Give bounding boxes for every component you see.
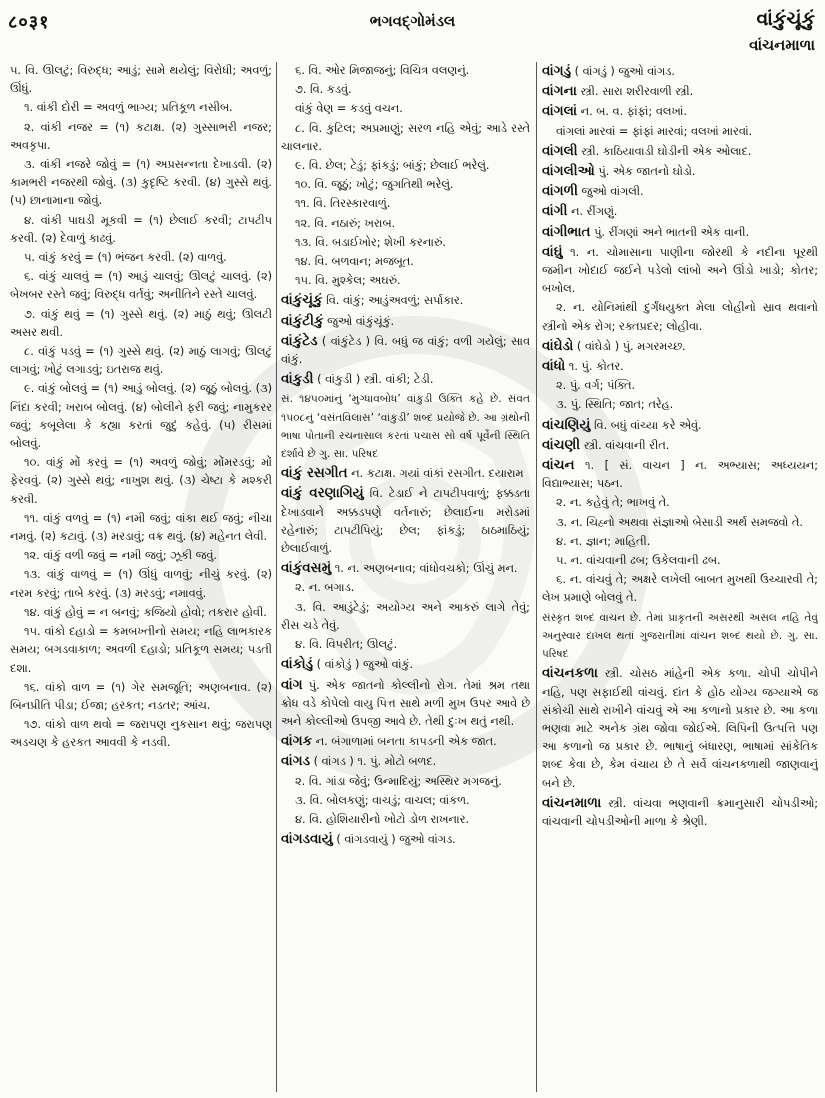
column-left <box>10 62 272 1092</box>
sense-line <box>281 599 530 635</box>
definition-text: ૧૪. વિ. બળવાન; મજબૂત. <box>295 255 414 269</box>
definition-text: વાંકું વેણ = કડવું વચન. <box>295 102 403 116</box>
definition-text: ૧. વાંકી દોરી = અવળું ભાગ્ય; પ્રતિકૂળ નસીબ. <box>24 101 233 115</box>
dictionary-entry <box>542 794 818 831</box>
note-text: સં. ૧૪૫૦માંનું ‘મુગ્ધાવબોધ’ વાંકુડી ઉક્તિ કહે છે. સંવત ૧૫૦૮નું ‘વસંતવિલાસ’ ‘વાંકુડી’ શબ્દ પ્રયોજે છે. આ ગ્રંથોની ભાષા પોતાની રચનાસાલ કરતાં પચાસ સો વર્ષ પૂર્વેની સ્થિતિ દર્શાવે છે ગુ. સા. પરિષદ <box>281 393 530 461</box>
definition-text: ૩. વિ. બોલકણું; વાચડું; વાચલ; વાંકળ. <box>295 793 470 807</box>
definition-text: ૧૬. વાંકો વાળ = (૧) ગેર સમજૂતિ; અણબનાવ. (૨) બિનપ્રીતિ પીડા; ઈજા; હરકત; નડતર; આંચ. <box>10 680 272 712</box>
definition-text: ન. બંગાળામાં બનતા કાપડની એક જાત. <box>312 735 497 749</box>
definition-text: પું. એક જાતનો કોલ્લીનો રોગ. તેમાં શ્રમ તથા ક્રોધ વડે કોપેલો વાયુ પિત્ત સાથે મળી મુખ ઉપર આવે છે અને કોલ્લીઓ ઉપજી આવે છે. તેથી દુઃખ થતું નથી. <box>281 678 530 728</box>
dictionary-entry <box>281 559 530 578</box>
headword: વાંકું વરણાગિયું <box>281 485 364 502</box>
definition-text: ૧૩. વાંકું વાળવું = (૧) ઊંધું વાળવું; નીચું કરવું. (૨) નરમ કરવું; તાબે કરવું. (૩) મરડવું; નમાવવું. <box>10 568 272 600</box>
dictionary-entry <box>281 752 530 771</box>
dictionary-entry <box>542 456 818 493</box>
sense-line <box>281 636 530 654</box>
dictionary-entry <box>281 830 530 849</box>
sense-line <box>542 514 818 532</box>
dictionary-entry <box>542 664 818 792</box>
sense-line <box>281 100 530 118</box>
definition-text: ૧૧. વાંકું વળવું = (૧) નમી જવું; વાંકા થઈ જવું; નીચા નમવું. (૨) કટાવું. (૩) મરડાવું; વક્ર થવું. (૪) મહેનત લેવી. <box>10 511 272 544</box>
sense-line <box>542 571 818 607</box>
headword: વાંકુંવસમું <box>281 560 332 577</box>
sense-line <box>542 396 818 414</box>
definition-text: ૮. વાંકું પડવું = (૧) ગુસ્સે થવું. (૨) માઠું લાગવું; ઊલટું લાગવું; ખોટું લગાડવું; ઇતરાજ થવું. <box>10 345 272 377</box>
definition-text: ૯. વાંકું બોલવું = (૧) આડું બોલવું. (૨) જૂઠું બોલવું. (૩) નિંદા કરવી; ખરાબ બોલવું. (૪) બોલીને ફરી જવું; નામુકરર જવું; કબૂલેલા કે કહ્યા કરતાં જુદું કહેવું. (૫) રીસમાં બોલવું. <box>10 382 272 451</box>
headword: વાંચણી <box>542 436 581 453</box>
definition-text: ૨. પું. વર્ગ; પંક્તિ. <box>556 379 636 393</box>
dictionary-entry <box>542 337 818 356</box>
sense-line <box>281 176 530 194</box>
note-text: સંસ્કૃત શબ્દ વાચન છે. તેમાં પ્રાકૃતની અસરથી અસલ નહિ તેવું અનુસ્વાર દાખલ થતાં ગુજરાતીમાં વાંચન શબ્દ થયો છે. ગુ. સા. પરિષદ <box>542 611 818 661</box>
definition-text: ૩. વાંકી નજરે જોવું = (૧) અપ્રસન્નતા દેખાડવી. (૨) કામભરી નજરથી જોવું. (૩) કુદૃષ્ટિ કરવી. (૪) ગુસ્સે થવું. (૫) છાનામાના જોવું. <box>10 158 272 208</box>
dictionary-entry <box>542 142 818 161</box>
headword: વાંકોડું <box>281 656 314 673</box>
sense-line <box>281 272 530 290</box>
headword: વાંગડ <box>281 753 310 770</box>
definition-text: ૭. વાંકું થવું = (૧) ગુસ્સે થવું. (૨) માઠું થવું; ઊલટી અસર થવી. <box>10 307 272 339</box>
definition-text: વિ. ટેડાઈ ને ટાપટીપવાળું; ફક્કડતા દેખાડવાને અક્કડપણે વર્તનારું; છેલાઈના મરોડમાં રહેનારું; ટાપટીપિયું; છેલ; ફાંકડું; ઠાઠમાઠિયું; છેલાઈવાળું. <box>281 487 530 556</box>
definition-text: ( વાંગડું ) જુઓ વાંગડ. <box>571 65 675 78</box>
definition-text: ૬. વિ. ઓર મિજાજનું; વિચિત્ર વલણનું. <box>295 64 470 77</box>
headword: વાંગળી <box>542 183 578 200</box>
definition-text: ન. બ. વ. ફાંફાં; વલખાં. <box>577 105 688 119</box>
definition-text: ( વાંગડવાયું ) જુઓ વાંગડ. <box>332 833 456 847</box>
sense-line <box>281 81 530 99</box>
sense-line <box>281 157 530 175</box>
sense-line <box>10 306 272 342</box>
sense-line <box>281 195 530 213</box>
headword: વાંગડું <box>542 63 571 79</box>
headword: વાંગડવાયું <box>281 831 333 848</box>
dictionary-entry <box>281 464 530 483</box>
sense-line <box>10 62 272 98</box>
definition-text: ૨. ન. યોનિમાંથી દુર્ગંધયુક્ત મેલા લોહીનો સ્રાવ થવાનો સ્ત્રીનો એક રોગ; રક્તપ્રદર; લોહીવા. <box>542 301 818 333</box>
definition-text: ૧૨. વાંકું વળી જવું = નમી જવું; ઝૂકી જવું. <box>24 549 217 563</box>
headword: વાંગલીઓ <box>542 163 595 180</box>
definition-text: ( વાંકુંટેડ ) વિ. બધું જ વાંકું; વળી ગયેલું; સાવ વાંકું. <box>281 334 530 367</box>
definition-text: ( વાંકુડી ) સ્ત્રી. વાંકી; ટેડી. <box>313 373 434 387</box>
sense-line <box>10 623 272 678</box>
sense-line <box>10 212 272 248</box>
definition-text: ( વાંગડ ) ૧. પું. મોટો બળદ. <box>310 755 437 769</box>
definition-text: ૪. વિ. હોશિયારીનો ખોટો ડોળ રાખનાર. <box>295 812 470 826</box>
dictionary-entry <box>542 357 818 376</box>
sense-line <box>10 679 272 715</box>
definition-text: વિ. બધું વાંચ્યા કરે એવું. <box>590 418 702 432</box>
dictionary-entry <box>281 332 530 369</box>
definition-text: ૮. વિ. કુટિલ; અપ્રમાણું; સરળ નહિ એવું; આડે રસ્તે ચાલનાર. <box>281 121 530 153</box>
definition-text: ૫. ન. વાંચવાની ઢબ; ઉકેલવાની ઢબ. <box>556 554 721 568</box>
sense-line <box>542 533 818 551</box>
headword: વાંગ <box>281 676 303 693</box>
sense-line <box>281 579 530 597</box>
definition-text: ૧૭. વાંકો વાળ થવો = જરાપણ નુકસાન થવું; જરાપણ અડચણ કે હરકત આવવી કે નડવી. <box>10 718 272 750</box>
column-right <box>542 62 818 1092</box>
dictionary-entry <box>542 436 818 455</box>
dictionary-entry <box>281 484 530 558</box>
headword: વાંકુંટીકું <box>281 312 324 329</box>
definition-text: ૨. વાંકી નજર = (૧) કટાક્ષ. (૨) ગુસ્સાભરી નજર; અવકૃપા. <box>10 120 272 152</box>
sense-line <box>542 377 818 395</box>
definition-text: ૪. વાંકી પાઘડી મૂકવી = (૧) છેલાઈ કરવી; ટાપટીપ કરવી. (૨) દેવાળું કાઢવું. <box>10 213 272 245</box>
definition-text: ૨. ન. બગાડ. <box>295 581 355 595</box>
dictionary-entry <box>542 82 818 101</box>
definition-text: ૩. વિ. આડુંટેડું; અયોગ્ય અને આકરું લાગે તેવું; રીસ ચડે તેવું. <box>281 600 530 632</box>
sense-line <box>542 494 818 512</box>
headword: વાંધો <box>542 358 566 375</box>
headword: વાંકુંચૂંકું <box>281 292 323 309</box>
definition-text: ૧૪. વાંકું હોવું = ન બનવું; કજિયો હોવો; તકરાર હોવી. <box>24 605 267 619</box>
definition-text: ૪. વિ. વિપરીત; ઊલટું. <box>295 638 398 652</box>
headword: વાંઘેડો <box>542 337 574 354</box>
book-title: ભગવદ્ગોમંડલ <box>369 12 456 30</box>
definition-text: વાંગલાં મારવાં = ફાંફાં મારવાં; વલખાં મારવાં. <box>556 124 753 138</box>
definition-text: સ્ત્રી. સારા શરીરવાળી સ્ત્રી. <box>576 85 694 99</box>
sense-line <box>10 566 272 602</box>
headword: વાંચનમાળા <box>542 794 602 811</box>
sense-line <box>542 299 818 335</box>
sense-line <box>10 547 272 565</box>
definition-text: ૩. પું. સ્થિતિ; જાત; તરેહ. <box>556 398 674 412</box>
sense-line <box>281 62 530 80</box>
definition-text: ન. રીંગણું. <box>567 205 618 219</box>
definition-text: ( વાંઘેડો ) પું. મગરમચ્છ. <box>573 339 686 353</box>
dictionary-entry <box>542 223 818 242</box>
dictionary-entry <box>281 291 530 310</box>
sense-line <box>10 380 272 453</box>
headword: વાંગક <box>281 733 313 750</box>
entry-columns <box>0 62 825 1096</box>
sense-line <box>281 234 530 252</box>
definition-text: ( વાંકોડું ) જુઓ વાંકું. <box>313 658 414 672</box>
sense-line <box>10 510 272 546</box>
etymology-note <box>542 609 818 664</box>
definition-text: ૧૫. વાંકો દહાડો = કમબખ્તીનો સમય; નહિ લાભકારક સમય; બગડવાકાળ; અવળી દહાડો; પ્રતિકૂળ સમય; પડતી દશા. <box>10 625 272 675</box>
sense-line <box>281 811 530 829</box>
column-middle <box>281 62 530 1092</box>
sense-line <box>10 454 272 509</box>
definition-text: ૫. વાંકું કરવું = (૧) ભંજન કરવી. (૨) વાળવું. <box>24 251 227 265</box>
definition-text: ૧. ન. ચોમાસાના પાણીના જોરથી કે નદીના પૂરથી જમીન ખોદાઈ જઈને પડેલો લાંબો અને ઊંડો ખાડો; કોતર; બખોલ. <box>542 245 818 296</box>
headword: વાંચણિયું <box>542 416 591 433</box>
dictionary-entry <box>281 676 530 732</box>
definition-text: ૩. ન. ચિહ્નો અથવા સંજ્ઞાઓ બેસાડી અર્થ સમજવો તે. <box>556 515 804 529</box>
dictionary-entry <box>542 243 818 299</box>
definition-text: ૧૫. વિ. મુશ્કેલ; અઘરું. <box>295 274 401 288</box>
sense-line <box>281 773 530 791</box>
headword: વાંગના <box>542 83 577 100</box>
definition-text: સ્ત્રી. વાંચવાની રીત. <box>580 438 670 452</box>
definition-text: ૨. વિ. ગાંડા જેવું; ઉન્માદિયું; અસ્થિર મગજનું. <box>295 774 502 788</box>
dictionary-entry <box>281 370 530 389</box>
dictionary-entry <box>542 162 818 181</box>
dictionary-entry <box>281 312 530 331</box>
definition-text: ૧૦. વિ. જૂઠું; ખોટું; જુગતિથી ભરેલું. <box>295 178 454 192</box>
definition-text: જુઓ વાંકુંચૂંકું. <box>323 314 395 328</box>
sense-line <box>281 253 530 271</box>
headword: વાંગલી <box>542 142 578 159</box>
headword: વાંગલાં <box>542 103 578 120</box>
headword: વાંગી <box>542 203 568 220</box>
definition-text: ૧૦. વાંકું મોં કરવું = (૧) અવળું જોવું; મોંમરડવું; મોં ફેરવવું. (૨) ગુસ્સે થવું; નાખુશ થવું. (૩) ચેષ્ટા કે મશ્કરી કરવી. <box>10 456 272 506</box>
sense-line <box>542 123 818 141</box>
sense-line <box>10 156 272 211</box>
sense-line <box>10 343 272 379</box>
definition-text: પું. રીંગણાં અને ભાતની એક વાની. <box>590 225 750 239</box>
last-guide-word: વાંચનમાળા <box>749 36 815 54</box>
definition-text: જુઓ વાંગલી. <box>577 185 644 199</box>
sense-line <box>10 99 272 117</box>
definition-text: વિ. વાંકું; આડુંઅવળું; સર્પાકાર. <box>322 294 464 308</box>
dictionary-entry <box>542 62 818 81</box>
dictionary-entry <box>542 202 818 221</box>
sense-line <box>10 249 272 267</box>
definition-text: ૭. વિ. કડવું. <box>295 83 352 97</box>
definition-text: ન. કટાક્ષ. ગયાં વાંકાં રસગીત. દયારામ <box>347 467 524 481</box>
sense-line <box>10 716 272 752</box>
definition-text: ૧. પું. કોતર. <box>565 360 624 374</box>
dictionary-entry <box>542 102 818 121</box>
dictionary-entry <box>281 655 530 674</box>
dictionary-entry <box>542 182 818 201</box>
definition-text: ૧૨. વિ. નઠારું; ખરાબ. <box>295 216 396 230</box>
definition-text: ૧૧. વિ. તિરસ્કારવાળું. <box>295 197 391 211</box>
definition-text: ૨. ન. કહેવું તે; ભાખવું તે. <box>556 496 670 510</box>
headword: વાંઘું <box>542 243 563 260</box>
definition-text: પું. એક જાતનો ઘોડો. <box>594 165 696 179</box>
sense-line <box>10 268 272 304</box>
definition-text: ૯. વિ. છેલ; ટેડું; ફાંકડું; બાંકું; છેલાઈ ભરેલું. <box>295 159 490 173</box>
definition-text: ૬. ન. વાંચવું તે; અક્ષરે લખેલી બાબત મુખથી ઉચ્ચારવી તે; લેખ પ્રમાણે બોલવું તે. <box>542 573 818 605</box>
definition-text: ૧. ન. અણબનાવ; વાંધોવચકો; ઊંચું મન. <box>331 562 518 576</box>
etymology-note <box>281 390 530 463</box>
sense-line <box>281 215 530 233</box>
page-number: ८०३१ <box>8 12 50 33</box>
sense-line <box>542 552 818 570</box>
definition-text: ૬. વાંકું ચાલવું = (૧) આડું ચાલવું; ઊલટું ચાલવું. (૨) બેખબર રસ્તે જવું; વિરુદ્ધ વર્તવું; અનીતિને રસ્તે ચાલવું. <box>10 270 272 302</box>
headword: વાંચન <box>542 457 575 474</box>
definition-text: ૫. વિ. ઊલટું; વિરુદ્ધ; આડું; સામે થયેલું; વિરોધી; અવળું; ઊંધું. <box>10 64 272 96</box>
definition-text: સ્ત્રી. વાંચવા ભણવાની ક્રમાનુસારી ચોપડીઓ; વાંચવાની ચોપડીઓની માળા કે શ્રેણી. <box>542 796 818 828</box>
headword: વાંચનકળા <box>542 665 598 682</box>
first-guide-word: વાંકુંચૂંકું <box>756 8 815 30</box>
definition-text: ૪. ન. જ્ઞાન; માહિતી. <box>556 534 651 548</box>
page-header <box>0 0 825 62</box>
definition-text: ૧. [ સં. વાચન ] ન. અભ્યાસ; અધ્યયન; વિદ્યાભ્યાસ; પઠન. <box>542 459 818 491</box>
sense-line <box>281 120 530 156</box>
sense-line <box>281 792 530 810</box>
dictionary-entry <box>542 416 818 435</box>
dictionary-entry <box>281 732 530 751</box>
headword: વાંગીભાત <box>542 223 591 240</box>
definition-text: ૧૩. વિ. બડાઈખોર; શેખી કરનારું. <box>295 235 446 249</box>
definition-text: સ્ત્રી. ચોસઠ માંહેની એક કળા. ચોપી ચોપીને નહિ, પણ સફાઈથી વાંચવું. દાંત કે હોઠ યોગ્ય જગ્યાએ જ સંકોચી સાથે રાખીને વાંચવું એ આ કળાનો પ્રકાર છે. આ કળા ભણવા માટે અનેક ગ્રંથ જોવા જોઈએ. લિપિની ઉત્પત્તિ પણ આ કળાનો જ પ્રકાર છે. ભાષાનું બંધારણ, ભાષામાં સાંકેતિક શબ્દ કેવા છે, કેમ વંચાય છે તે સર્વે વાંચનકળાથી જાણવાનું બને છે. <box>542 667 818 790</box>
headword: વાંકું રસગીત <box>281 465 348 482</box>
definition-text: સ્ત્રી. કાઠિયાવાડી ઘોડીની એક ઓલાદ. <box>577 144 752 158</box>
sense-line <box>10 604 272 622</box>
headword: વાંકુંટેડ <box>281 332 318 349</box>
headword: વાંકુડી <box>281 371 314 388</box>
sense-line <box>10 119 272 155</box>
